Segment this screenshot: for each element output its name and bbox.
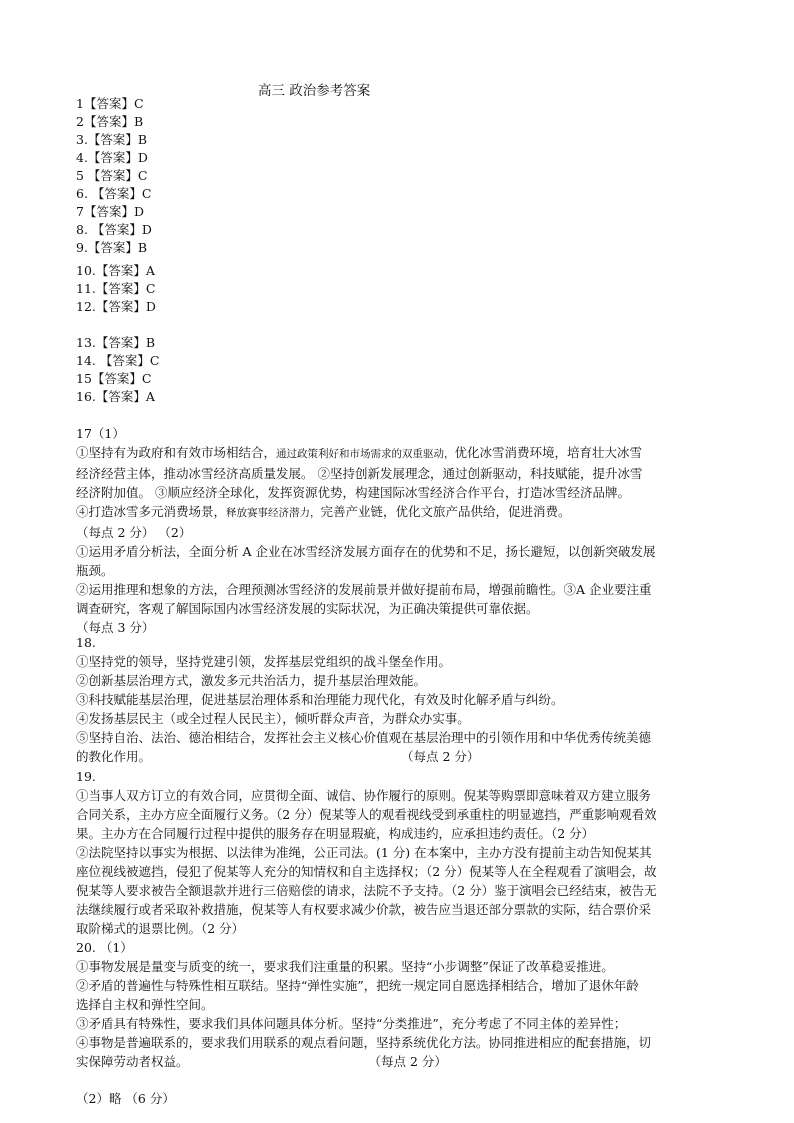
q17-line: ①坚持有为政府和有效市场相结合，通过政策利好和市场需求的双重驱动，优化冰雪消费环境，培育壮大冰雪 [76, 445, 643, 460]
answer-item: 13.【答案】B [76, 335, 156, 350]
q19-line: ②法院坚持以事实为根据、以法律为准绳，公正司法。(1 分) 在本案中，主办方没有提前主动告知倪某其 [76, 845, 652, 860]
q17-line: 经济附加值。 ③顺应经济全球化，发挥资源优势，构建国际冰雪经济合作平台，打造冰雪经济品牌。 [76, 485, 630, 500]
q17-head: 17（1） [76, 426, 125, 441]
q19-line: ①当事人双方订立的有效合同，应贯彻全面、诚信、协作履行的原则。倪某等购票即意味着双方建立服务 [76, 788, 652, 803]
q20-score-note: （每点 2 分） [368, 1054, 447, 1069]
q18-line: ④发扬基层民主（或全过程人民民主），倾听群众声音，为群众办实事。 [76, 711, 470, 726]
answer-item: 15【答案】C [76, 371, 152, 386]
q18-line: ⑤坚持自治、法治、德治相结合，发挥社会主义核心价值观在基层治理中的引领作用和中华优秀传统美德 [76, 730, 652, 745]
answer-item: 10.【答案】A [76, 263, 155, 278]
answer-item: 3.【答案】B [76, 132, 148, 147]
question-20-answer [76, 938, 736, 1071]
answer-item: 1【答案】C [76, 96, 144, 111]
answer-item: 5 【答案】C [76, 168, 148, 183]
q19-line: 果。主办方在合同履行过程中提供的服务存在明显瑕疵，构成违约，应承担违约责任。（2 分） [76, 826, 595, 841]
q19-line: 法继续履行或者采取补救措施，倪某等人有权要求减少价款，被告应当退还部分票款的实际，结合票价采 [76, 902, 652, 917]
q20-line: 选择自主权和弹性空间。 [76, 997, 214, 1012]
question-18-answer [76, 633, 736, 766]
answer-item: 14. 【答案】C [76, 353, 160, 368]
q18-line: ③科技赋能基层治理，促进基层治理体系和治理能力现代化，有效及时化解矛盾与纠纷。 [76, 692, 564, 707]
q20-line: ①事物发展是量变与质变的统一，要求我们注重量的积累。坚持“小步调整”保证了改革稳妥推进。 [76, 959, 614, 974]
q20-head: 20. （1） [76, 940, 133, 955]
q20-part2: （2）略 （6 分） [76, 1091, 175, 1106]
answer-item: 9.【答案】B [76, 240, 148, 255]
answer-item: 16.【答案】A [76, 389, 155, 404]
q20-line: ④事物是普遍联系的，要求我们用联系的观点看问题，坚持系统优化方法。协同推进相应的配套措施，切 [76, 1035, 652, 1050]
question-17-answer [76, 424, 736, 637]
answer-item: 2【答案】B [76, 114, 144, 129]
page-title: 高三 政治参考答案 [258, 83, 371, 99]
q19-head: 19. [76, 769, 96, 784]
answer-item: 8. 【答案】D [76, 222, 152, 237]
q18-head: 18. [76, 635, 96, 650]
q17-line: 瓶颈。 [76, 563, 114, 578]
q20-line: 实保障劳动者权益。 （每点 2 分） [76, 1054, 447, 1069]
q18-line: ①坚持党的领导，坚持党建引领，发挥基层党组织的战斗堡垒作用。 [76, 654, 452, 669]
q19-line: 倪某等人要求被告全额退款并进行三倍赔偿的请求，法院不予支持。（2 分）鉴于演唱会已经结束，被告无 [76, 883, 657, 898]
answer-item: 6. 【答案】C [76, 186, 152, 201]
q17-line: 调查研究，客观了解国际国内冰雪经济发展的实际状况，为正确决策提供可靠依据。 [76, 601, 539, 616]
q19-line: 座位视线被遮挡，侵犯了倪某等人充分的知情权和自主选择权；（2 分）倪某等人在全程观看了演唱会，故 [76, 864, 657, 879]
question-19-answer [76, 767, 736, 938]
q19-line: 取阶梯式的退票比例。（2 分） [76, 921, 245, 936]
q18-score-note: （每点 2 分） [401, 749, 480, 764]
answer-item: 11.【答案】C [76, 281, 156, 296]
q19-line: 合同关系，主办方应全面履行义务。（2 分）倪某等人的观看视线受到承重柱的明显遮挡，严重影响观看效 [76, 807, 657, 822]
q18-line: 的教化作用。 （每点 2 分） [76, 749, 480, 764]
answer-item: 7【答案】D [76, 204, 144, 219]
q17-line: 经济经营主体，推动冰雪经济高质量发展。 ②坚持创新发展理念，通过创新驱动，科技赋能，提升冰雪 [76, 466, 643, 481]
answer-item: 4.【答案】D [76, 150, 148, 165]
q20-line: ②矛盾的普遍性与特殊性相互联结。坚持“弹性实施”，把统一规定同自愿选择相结合，增加了退休年龄 [76, 978, 639, 993]
q17-line: ④打造冰雪多元消费场景，释放赛事经济潜力，完善产业链，优化文旅产品供给，促进消费。 [76, 504, 571, 519]
q17-line: （每点 2 分） （2） [76, 525, 192, 540]
q17-line: ①运用矛盾分析法，全面分析 A 企业在冰雪经济发展方面存在的优势和不足，扬长避短，以创新突破发展 [76, 544, 656, 559]
answer-item: 12.【答案】D [76, 299, 156, 314]
q17-line: （每点 3 分） [76, 620, 155, 635]
q17-line: ②运用推理和想象的方法，合理预测冰雪经济的发展前景并做好提前布局，增强前瞻性。③A 企业要注重 [76, 582, 652, 597]
q20-line: ③矛盾具有特殊性，要求我们具体问题具体分析。坚持“分类推进”，充分考虑了不同主体的差异性； [76, 1016, 627, 1031]
q18-line: ②创新基层治理方式，激发多元共治活力，提升基层治理效能。 [76, 673, 427, 688]
